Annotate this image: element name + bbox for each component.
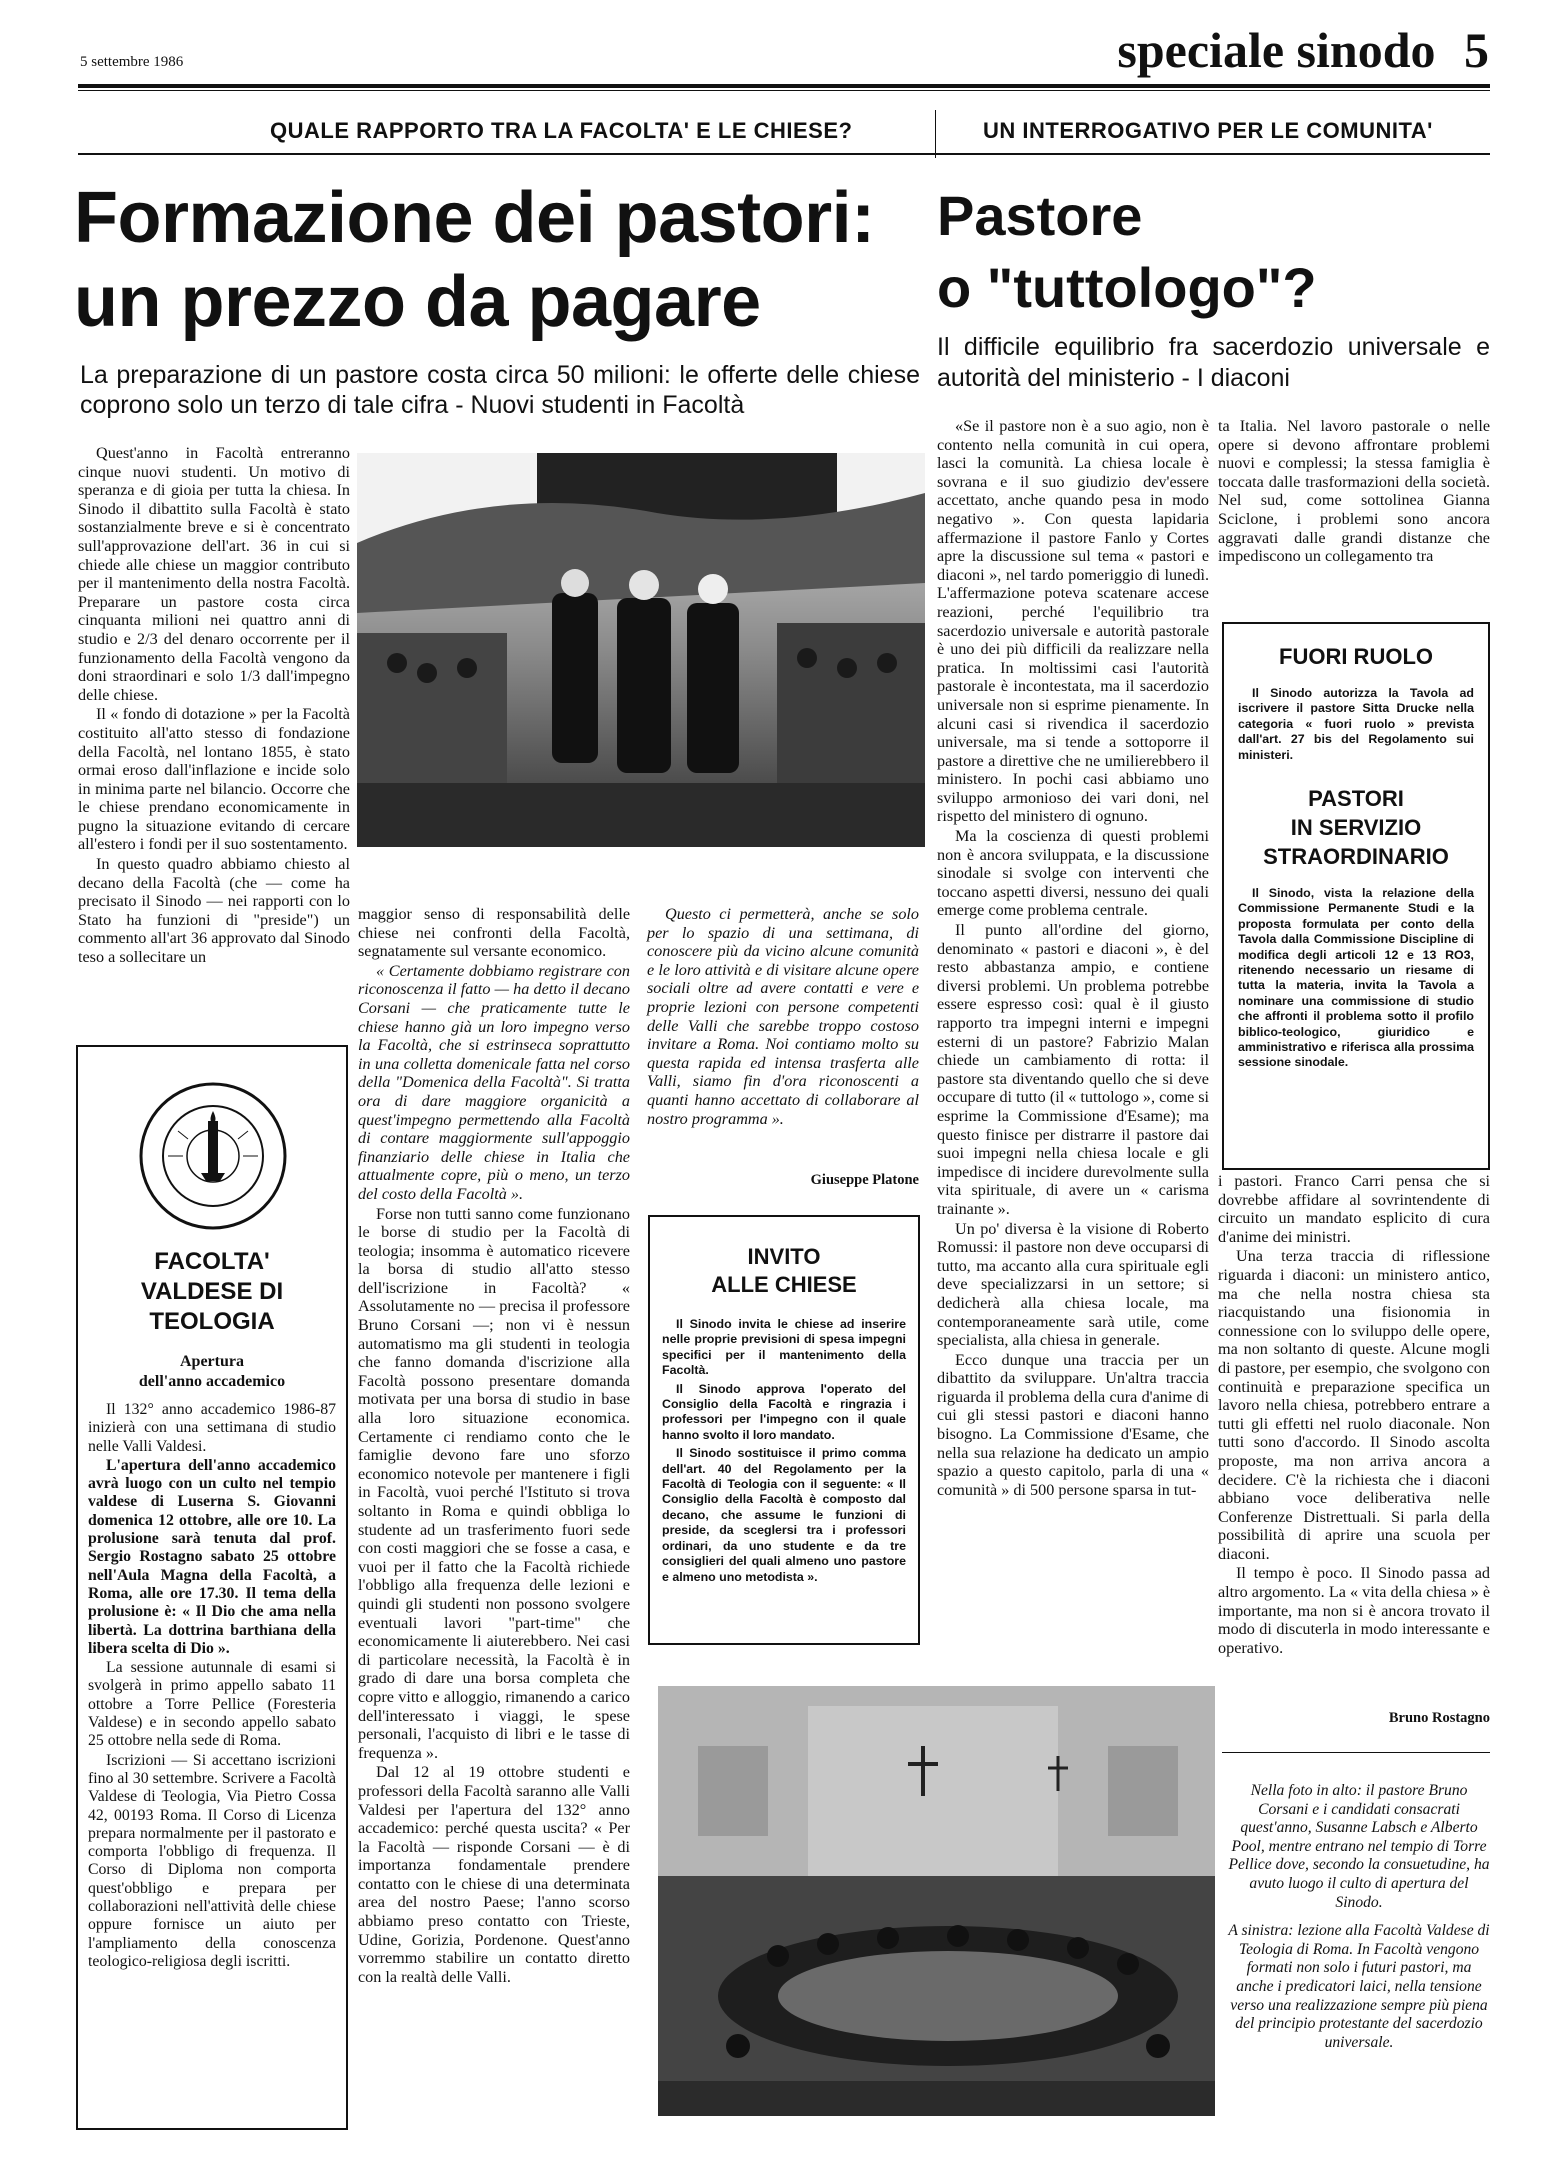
- headline-left: [74, 176, 875, 344]
- column-divider-top: [935, 110, 936, 158]
- kicker-left: QUALE RAPPORTO TRA LA FACOLTA' E LE CHIESE?: [270, 118, 853, 143]
- paragraph: Il Sinodo invita le chiese ad inserire nelle proprie previsioni di spesa impegni specifici per il mantenimento della Facoltà.: [662, 1317, 906, 1378]
- paragraph: Forse non tutti sanno come funzionano le borse di studio per la Facoltà di teologia; insomma è automatico ricevere la borsa di studio all'atto stesso dell'iscrizione in Facoltà? « Assolutamente no — precisa il professore Bruno Corsani —; non vi è nessun automatismo ma gli studenti in teologia che fanno domanda d'iscrizione alla Facoltà possono presentare domanda motivata per una borsa di studio in base alla loro situazione economica. Certamente ci rendiamo conto che le famiglie devono fare uno sforzo economico notevole per mantenere i figli in Facoltà, vuoi perché l'Istituto si trova soltanto in Roma e quindi obbliga lo studente ad un trasferimento fuori sede con costi maggiori che se fosse a casa, e vuoi per il fatto che la Facoltà richiede l'obbligo alla frequenza delle lezioni e quindi gli studenti non possono svolgere eventuali lavori "part-time" che economicamente li aiuterebbero. Nei casi di particolare necessità, la Facoltà è in grado di dare una borsa completa che copre vitto e alloggio, rimanendo a carico dell'interessato i viaggi, le spese personali, l'acquisto di libri e le tasse di frequenza ».: [358, 1204, 630, 1762]
- invito-text: [662, 1317, 906, 1588]
- fuori-ruolo-box: [1222, 622, 1490, 1170]
- photo-caption: [1228, 1782, 1490, 2062]
- caption-top: Nella foto in alto: il pastore Bruno Corsani e i candidati consacrati quest'anno, Susanne Labsch e Alberto Pool, mentre entrano nel tempio di Torre Pellice dove, secondo la consuetudine, ha avuto luogo il culto di apertura del Sinodo.: [1228, 1782, 1490, 1911]
- signature-rostagno: Bruno Rostagno: [1388, 1710, 1490, 1726]
- paragraph: « Certamente dobbiamo registrare con riconoscenza il fatto — ha detto il decano Corsani — che praticamente tutte le chiese hanno già un loro impegno verso la Facoltà, che si estrinseca soprattutto in una colletta domenicale fatta nel corso della "Domenica della Facoltà". Si tratta ora di dare maggiore organicità a quest'impegno permettendo alla Facoltà di contare maggiormente sull'appoggio finanziario delle chiese in Italia che attualmente copre, più o meno, un terzo del costo della Facoltà ».: [358, 961, 630, 1203]
- paragraph: Il Sinodo sostituisce il primo comma dell'art. 40 del Regolamento per la Facoltà di Teologia con il seguente: « Il Consiglio della Facoltà è composto dal decano, che assume le funzioni di preside, da sceglersi tra i professori ordinari, da uno studente e da tre consiglieri del quali almeno uno pastore e almeno uno metodista ».: [662, 1446, 906, 1584]
- paragraph: Questo ci permetterà, anche se solo per lo spazio di una settimana, di conoscere più da vicino alcune comunità e le loro attività e di visitare alcune opere sociali oltre ad avere contatti e vere e proprie lezioni con persone competenti delle Valli che sarebbe troppo costoso invitare a Roma. Noi contiamo molto su questa rapida ed intensa trasferta alle Valli, siamo fin d'ora riconoscenti a quanti hanno accettato di collaborare al nostro programma ».: [647, 905, 919, 1128]
- paragraph: Un po' diversa è la visione di Roberto Romussi: il pastore non deve occuparsi di tutto, ma accanto alla cura spirituale egli deve specializzarsi in un settore; si dedicherà alla chiesa locale, ma contemporaneamente sarà utile, come specialista, alla chiesa in generale.: [937, 1219, 1209, 1350]
- article-left-col3: [647, 905, 919, 1129]
- masthead-date: 5 settembre 1986: [80, 54, 184, 70]
- paragraph: Il Sinodo approva l'operato del Consiglio della Facoltà e ringrazia i professori per l'impegno con il quale hanno svolto il loro mandato.: [662, 1381, 906, 1442]
- headline-left-line2: un prezzo da pagare: [74, 262, 761, 342]
- paragraph: L'apertura dell'anno accademico avrà luogo con un culto nel tempio valdese di Luserna S. Giovanni domenica 12 ottobre, alle ore 10. La prolusione sarà tenuta dal prof. Sergio Rostagno sabato 25 ottobre nell'Aula Magna della Facoltà, a Roma, alle ore 17.30. Il tema della prolusione è: « Il Dio che ama nella libertà. La dottrina barthiana della libera scelta di Dio ».: [88, 1456, 336, 1657]
- subhead-right: Il difficile equilibrio fra sacerdozio universale e autorità del ministerio - I diaconi: [937, 333, 1490, 392]
- article-left-col1: [78, 444, 350, 967]
- paragraph: i pastori. Franco Carri pensa che si dovrebbe affidare al sovrintendente di circuito un mandato esplicito di cura d'anime dei ministri.: [1218, 1172, 1490, 1246]
- pastori-servizio-title-line1: PASTORI: [1308, 786, 1404, 811]
- paragraph: Il Sinodo, vista la relazione della Commissione Permanente Studi e la proposta formulata per conto della Tavola dalla Commissione Discipline di modifica degli articoli 12 e 13 RO3, ritenendo necessario un riesame di tutta la materia, invita la Tavola a nominare una commissione di studio che affronti il problema sotto il profilo biblico-teologico, giuridico e amministrativo e riferisca alla prossima sessione sinodale.: [1238, 886, 1474, 1070]
- kicker-right: UN INTERROGATIVO PER LE COMUNITA': [983, 118, 1433, 143]
- paragraph: La sessione autunnale di esami si svolgerà in primo appello sabato 11 ottobre a Torre Pellice (Foresteria Valdese) e in secondo appello sabato 25 ottobre nella sede di Roma.: [88, 1659, 336, 1750]
- signature-platone: Giuseppe Platone: [810, 1172, 919, 1188]
- pastori-servizio-title-line3: STRAORDINARIO: [1263, 844, 1449, 869]
- section-title: speciale sinodo: [1117, 22, 1436, 78]
- paragraph: Ecco dunque una traccia per un dibattito da sviluppare. Un'altra traccia riguarda il problema della cura d'anime di cui gli stessi pastori e diaconi hanno bisogno. La Commissione d'Esame, che nella sua relazione ha dedicato un ampio spazio a questo capitolo, parla di una « comunità » di 500 persone sparsa in tut-: [937, 1350, 1209, 1499]
- invito-title: [650, 1243, 918, 1299]
- photo-procession: [357, 453, 925, 847]
- masthead-section: [1117, 20, 1489, 80]
- paragraph: Il Sinodo autorizza la Tavola ad iscrivere il pastore Sitta Drucke nella categoria « fuori ruolo » prevista dall'art. 27 bis del Regolamento sui ministeri.: [1238, 686, 1474, 762]
- procession-image: [357, 453, 925, 847]
- headline-right: [937, 180, 1317, 324]
- caption-rule: [1222, 1752, 1490, 1753]
- article-right-col2-top: [1218, 417, 1490, 617]
- pastori-servizio-title: [1224, 784, 1488, 871]
- caption-left: A sinistra: lezione alla Facoltà Valdese di Teologia di Roma. In Facoltà vengono formati non solo i futuri pastori, ma anche i predicatori laici, nella tensione verso una realizzazione sempre più piena del principio protestante del sacerdozio universale.: [1228, 1922, 1490, 2051]
- paragraph: Ma la coscienza di questi problemi non è ancora sviluppata, e la discussione sinodale si svolge con interventi che toccano aspetti diversi, nessuno dei quali emerge come problema centrale.: [937, 827, 1209, 920]
- invito-title-line2: ALLE CHIESE: [711, 1272, 857, 1297]
- invito-title-line1: INVITO: [747, 1244, 821, 1269]
- facolta-title: FACOLTA' VALDESE DI TEOLOGIA: [140, 1248, 284, 1335]
- paragraph: Il tempo è poco. Il Sinodo passa ad altro argomento. La « vita della chiesa » è importante, ma non si è ancora trovato il modo di discuterla in modo interessante e operativo.: [1218, 1564, 1490, 1657]
- paragraph: Una terza traccia di riflessione riguarda i diaconi: un ministero antico, ma che nella nostra chiesa sta riacquistando una fisionomia in connessione con lo sviluppo delle opere, ma non soltanto di queste. Alcune mogli di pastore, per esempio, che svolgono con continuità e preparazione specifica un lavoro nella chiesa, potrebbero entrare a tutti gli effetti nel ruolo diaconale. Non tutti sono d'accordo. Il Sinodo ascolta proposte, ma non arriva ancora a decidere. C'è la richiesta che i diaconi abbiano voce deliberativa nelle Conferenze Distrettuali. Si parla della possibilità di aprire una scuola per diaconi.: [1218, 1247, 1490, 1563]
- headline-right-line1: Pastore: [937, 184, 1143, 247]
- fuori-ruolo-text: [1238, 686, 1474, 766]
- article-left-col2: [358, 905, 630, 2140]
- masthead-rule-thin: [78, 90, 1490, 91]
- paragraph: Quest'anno in Facoltà entreranno cinque nuovi studenti. Un motivo di speranza e di gioia per tutta la chiesa. In Sinodo il dibattito sulla Facoltà è stato sostanzialmente breve e si è concentrato sull'approvazione dell'art. 36 in cui si chiede alle chiese un maggior contributo per il mantenimento della nostra Facoltà. Preparare un pastore costa circa cinquanta milioni nei quattro anni di studio e 2/3 del denaro occorrente per il funzionamento della Facoltà vengono da doni straordinari e solo 1/3 dall'impegno delle chiese.: [78, 444, 350, 704]
- facolta-text: [88, 1401, 336, 2121]
- facolta-subtitle-1: Apertura: [180, 1353, 244, 1370]
- paragraph: ta Italia. Nel lavoro pastorale o nelle opere si devono affrontare problemi nuovi e complessi; la stessa famiglia è toccata dalle trasformazioni della società. Nel sud, come sottolinea Gianna Sciclone, i problemi sono ancora aggravati dalle grandi distanze che impediscono un collegamento tra: [1218, 417, 1490, 566]
- pastori-servizio-text: [1238, 886, 1474, 1074]
- kicker-rule: [78, 153, 1490, 155]
- facolta-subtitle-2: dell'anno accademico: [138, 1373, 286, 1390]
- subhead-left: La preparazione di un pastore costa circa 50 milioni: le offerte delle chiese coprono solo un terzo di tale cifra - Nuovi studenti in Facoltà: [80, 361, 920, 419]
- page-number: 5: [1464, 22, 1489, 78]
- facolta-box: [76, 1045, 348, 2130]
- paragraph: maggior senso di responsabilità delle chiese nei confronti della Facoltà, segnatamente sul versante economico.: [358, 905, 630, 961]
- paragraph: «Se il pastore non è a suo agio, non è contento nella comunità in cui opera, lasci la comunità. La chiesa locale è sovrana e il suo giudizio dev'essere accettato, anche quando pesa in modo negativo ». Con questa lapidaria affermazione il pastore Fanlo y Cortes apre la discussione sul tema « pastori e diaconi », nel tardo pomeriggio di lunedì. L'affermazione poteva scatenare accese reazioni, perché l'equilibrio tra sacerdozio universale e autorità pastorale è uno dei più difficili da realizzare nella pratica. In moltissimi casi l'autorità pastorale è incontestata, ma il sacerdozio universale non si esprime pienamente. In alcuni casi si rivendica il sacerdozio universale, ma si tende a sottoporre il pastore a direttive che ne umilierebbero il ministero. In pochi casi abbiamo uno sviluppo armonioso dei vari doni, nel rispetto del ministero di ognuno.: [937, 417, 1209, 826]
- paragraph: Dal 12 al 19 ottobre studenti e professori della Facoltà saranno alle Valli Valdesi per l'apertura del 132° anno accademico: perché questa uscita? « Per la Facoltà — risponde Corsani — è di importanza fondamentale prendere contatto con le chiese di una determinata area del nostro Paese; l'anno scorso abbiamo preso contatto con Trieste, Udine, Gorizia, Pordenone. Quest'anno vorremmo stabilire un contatto diretto con la realtà delle Valli.: [358, 1763, 630, 1986]
- seal-icon: [138, 1081, 288, 1231]
- article-right-col2-bottom: [1218, 1172, 1490, 1732]
- headline-right-line2: o "tuttologo"?: [937, 256, 1317, 319]
- paragraph: Iscrizioni — Si accettano iscrizioni fino al 30 settembre. Scrivere a Facoltà Valdese di Teologia, Via Pietro Cossa 42, 00193 Roma. Il Corso di Licenza prepara normalmente per il pastorato e comporta l'obbligo di frequenza. Il Corso di Diploma non comporta quest'obbligo e prepara per collaborazioni nell'attività delle chiese oppure fornisce un aiuto per l'ampliamento della conoscenza teologico-religiosa degli iscritti.: [88, 1751, 336, 1970]
- paragraph: In questo quadro abbiamo chiesto al decano della Facoltà (che — come ha precisato il Sinodo — nei rapporti con lo Stato ha funzioni di "preside") un commento all'art 36 approvato dal Sinodo teso a sollecitare un: [78, 855, 350, 967]
- paragraph: Il 132° anno accademico 1986-87 inizierà con una settimana di studio nelle Valli Valdesi.: [88, 1401, 336, 1455]
- headline-left-line1: Formazione dei pastori:: [74, 178, 875, 258]
- article-right-col1: [937, 417, 1209, 1767]
- paragraph: Il punto all'ordine del giorno, denominato « pastori e diaconi », è del resto abbastanza ampio, e contiene diversi problemi. Un problema potrebbe essere espresso così: qual è il giusto rapporto tra impegni interni e impegni esterni di un pastore? Fabrizio Malan chiede un cambiamento di rotta: il pastore sta diventando quello che si deve occupare di tutto (il « tuttologo », come si esprime la Commissione d'Esame); ma questo finisce per distrarre il pastore dai suoi impegni nella chiesa locale e gli impedisce di incidere durevolmente sulla vita spirituale, di avere un « carisma trainante ».: [937, 921, 1209, 1218]
- fuori-ruolo-title: FUORI RUOLO: [1279, 644, 1433, 669]
- paragraph: Il « fondo di dotazione » per la Facoltà costituito all'atto stesso di fondazione della Facoltà, nel lontano 1855, è stato ormai eroso dall'inflazione e incide solo in minima parte nel bilancio. Occorre che le chiese prendano economicamente in pugno la situazione evitando di cercare all'estero i fondi per il suo sostentamento.: [78, 705, 350, 854]
- pastori-servizio-title-line2: IN SERVIZIO: [1290, 815, 1422, 840]
- invito-box: [648, 1215, 920, 1645]
- masthead-rule: [78, 84, 1490, 88]
